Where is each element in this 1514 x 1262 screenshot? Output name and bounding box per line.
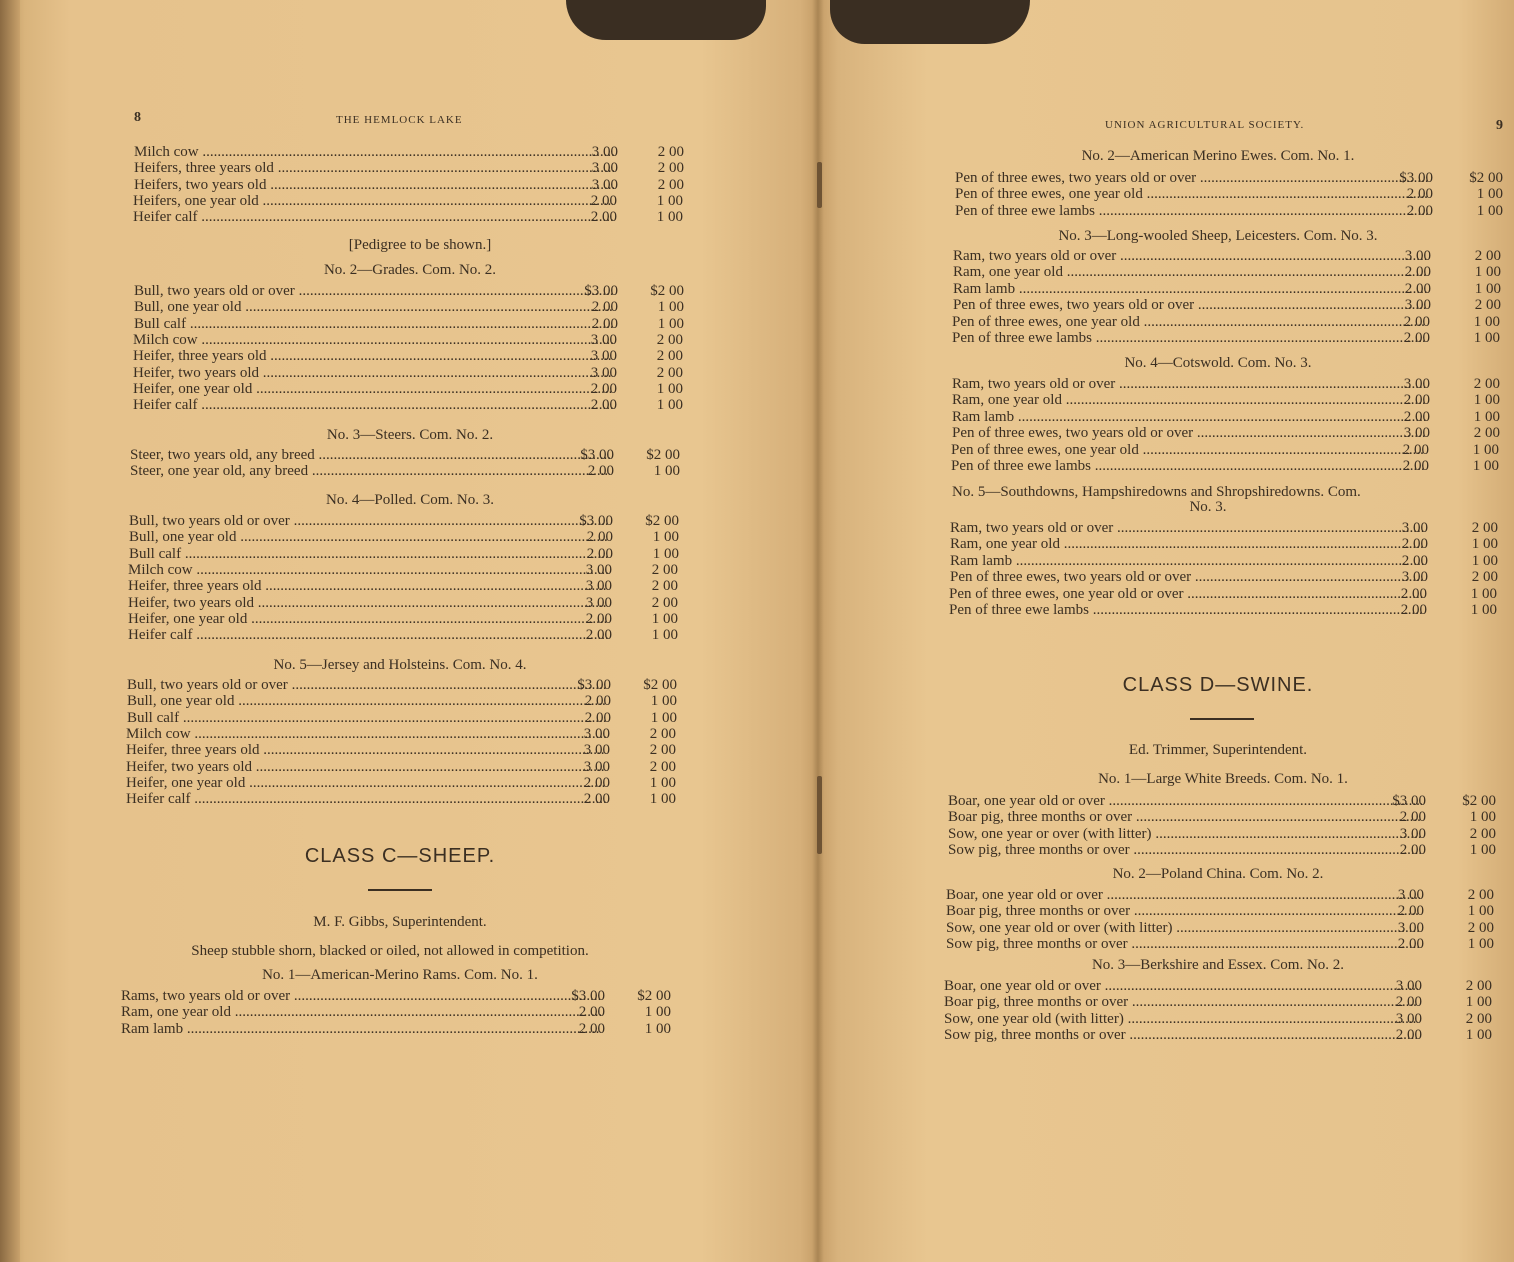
first-premium: 2 00 <box>1402 458 1429 474</box>
second-premium: 1 00 <box>1472 458 1499 474</box>
right-page <box>818 0 1514 1262</box>
table-row <box>129 529 679 545</box>
row-label: Milch cow ..... <box>126 726 606 742</box>
first-premium: 3 00 <box>1403 376 1430 392</box>
first-premium: 3 00 <box>583 758 610 775</box>
first-premium: 3 00 <box>1397 887 1424 903</box>
row-label: Bull, one year old ..... <box>134 299 614 315</box>
table-row <box>953 281 1501 297</box>
first-premium: $3 00 <box>1392 793 1426 809</box>
section-note: [Pedigree to be shown.] <box>348 237 492 253</box>
row-label: Bull, two years old or over ..... <box>134 283 614 299</box>
row-label: Bull, two years old or over ..... <box>129 513 609 529</box>
row-label: Sow, one year old (with litter) ..... <box>944 1011 1418 1027</box>
table-row <box>952 409 1500 425</box>
staple-bottom <box>817 776 822 854</box>
table-row <box>955 186 1503 202</box>
first-premium: 3 00 <box>1401 520 1428 536</box>
superintendent: Ed. Trimmer, Superintendent. <box>1128 742 1308 758</box>
second-premium: 2 00 <box>649 725 676 742</box>
table-row <box>133 193 683 209</box>
table-row <box>133 365 683 381</box>
row-label: Pen of three ewe lambs ..... <box>951 458 1425 474</box>
table-row <box>952 314 1500 330</box>
second-premium: 1 00 <box>656 192 683 209</box>
row-label: Ram lamb ..... <box>952 409 1426 425</box>
table-row <box>952 425 1500 441</box>
table-row <box>944 1011 1492 1027</box>
first-premium: 3 00 <box>590 348 617 365</box>
first-premium: 2 00 <box>1404 264 1431 281</box>
second-premium: 2 00 <box>1471 520 1498 536</box>
section-heading: No. 5—Jersey and Holsteins. Com. No. 4. <box>273 657 527 673</box>
table-row <box>133 332 683 348</box>
section-heading: No. 3—Steers. Com. No. 2. <box>326 427 494 443</box>
second-premium: 1 00 <box>1476 186 1503 203</box>
second-premium: 1 00 <box>644 1020 671 1037</box>
table-row <box>953 248 1501 264</box>
first-premium: 3 00 <box>590 364 617 381</box>
table-row <box>944 1027 1492 1043</box>
table-row <box>950 569 1498 585</box>
row-label: Boar pig, three months or over ..... <box>944 994 1418 1010</box>
second-premium: $2 00 <box>646 447 680 463</box>
second-premium: 2 00 <box>1471 569 1498 586</box>
row-label: Ram, two years old or over ..... <box>952 376 1426 392</box>
first-premium: 3 00 <box>1395 1010 1422 1027</box>
first-premium: 2 00 <box>590 380 617 397</box>
second-premium: 1 00 <box>1473 330 1500 346</box>
table-row <box>128 611 678 627</box>
title-rule <box>1190 718 1254 720</box>
row-label: Heifers, three years old ..... <box>134 160 614 176</box>
second-premium: 1 00 <box>1471 552 1498 569</box>
second-premium: 1 00 <box>1473 408 1500 425</box>
table-row <box>130 463 680 479</box>
row-label: Heifer, two years old ..... <box>126 759 606 775</box>
row-label: Boar pig, three months or over ..... <box>946 903 1420 919</box>
first-premium: 2 00 <box>1403 408 1430 425</box>
table-row <box>134 144 684 160</box>
second-premium: $2 00 <box>643 677 677 693</box>
table-row <box>127 710 677 726</box>
row-label: Pen of three ewes, one year old or over ..... <box>949 586 1423 602</box>
first-premium: 3 00 <box>1403 425 1430 442</box>
second-premium: 1 00 <box>1471 536 1498 553</box>
table-row <box>946 920 1494 936</box>
first-premium: 2 00 <box>1401 536 1428 553</box>
section-heading: No. 1—American-Merino Rams. Com. No. 1. <box>262 967 538 983</box>
table-row <box>128 578 678 594</box>
table-row <box>950 553 1498 569</box>
first-premium: 3 00 <box>1404 297 1431 314</box>
second-premium: 1 00 <box>1476 202 1503 219</box>
first-premium: 3 00 <box>590 331 617 348</box>
table-row <box>946 903 1494 919</box>
row-label: Boar, one year old or over ..... <box>944 978 1418 994</box>
section-heading: No. 2—Grades. Com. No. 2. <box>323 262 497 278</box>
first-premium: 2 00 <box>1399 809 1426 826</box>
second-premium: 2 00 <box>651 561 678 578</box>
second-premium: 2 00 <box>1474 297 1501 314</box>
table-row <box>950 520 1498 536</box>
first-premium: 2 00 <box>1403 313 1430 330</box>
table-row <box>126 726 676 742</box>
second-premium: 2 00 <box>649 758 676 775</box>
row-label: Ram, one year old ..... <box>950 536 1424 552</box>
first-premium: 2 00 <box>1397 903 1424 920</box>
second-premium: $2 00 <box>1469 170 1503 186</box>
second-premium: 1 00 <box>1474 280 1501 297</box>
second-premium: 1 00 <box>1465 994 1492 1011</box>
first-premium: $3 00 <box>577 677 611 693</box>
second-premium: 2 00 <box>657 144 684 160</box>
table-row <box>121 1004 671 1020</box>
first-premium: 3 00 <box>585 594 612 611</box>
second-premium: 1 00 <box>656 380 683 397</box>
second-premium: $2 00 <box>645 513 679 529</box>
second-premium: 1 00 <box>1467 936 1494 953</box>
row-label: Pen of three ewe lambs ..... <box>955 203 1429 219</box>
second-premium: 2 00 <box>1467 887 1494 903</box>
second-premium: 1 00 <box>652 529 679 546</box>
row-label: Boar, one year old or over ..... <box>946 887 1420 903</box>
second-premium: 2 00 <box>656 364 683 381</box>
first-premium: $3 00 <box>571 988 605 1004</box>
first-premium: 2 00 <box>591 315 618 332</box>
table-row <box>133 348 683 364</box>
second-premium: 1 00 <box>1473 313 1500 330</box>
table-row <box>948 793 1496 809</box>
table-row <box>946 887 1494 903</box>
second-premium: 1 00 <box>651 627 678 644</box>
first-premium: 2 00 <box>583 791 610 808</box>
second-premium: $2 00 <box>650 283 684 299</box>
section-heading: No. 5—Southdowns, Hampshiredowns and Shropshiredowns. Com. <box>952 484 1361 500</box>
row-label: Pen of three ewe lambs ..... <box>952 330 1426 346</box>
table-row <box>944 978 1492 994</box>
first-premium: 2 00 <box>587 463 614 480</box>
first-premium: 2 00 <box>584 693 611 710</box>
first-premium: 2 00 <box>1402 441 1429 458</box>
row-label: Boar, one year old or over ..... <box>948 793 1422 809</box>
first-premium: $3 00 <box>579 513 613 529</box>
second-premium: 1 00 <box>649 791 676 808</box>
second-premium: 1 00 <box>650 709 677 726</box>
table-row <box>949 586 1497 602</box>
row-label: Heifer calf ..... <box>133 209 613 225</box>
first-premium: 2 00 <box>578 1020 605 1037</box>
second-premium: 2 00 <box>1465 1010 1492 1027</box>
row-label: Sow, one year or over (with litter) ..... <box>948 826 1422 842</box>
row-label: Ram lamb ..... <box>953 281 1427 297</box>
second-premium: 1 00 <box>650 693 677 710</box>
table-row <box>127 693 677 709</box>
second-premium: $2 00 <box>1462 793 1496 809</box>
second-premium: 1 00 <box>656 397 683 414</box>
torn-edge-left <box>566 0 766 40</box>
second-premium: 2 00 <box>656 331 683 348</box>
table-row <box>128 595 678 611</box>
first-premium: 3 00 <box>585 561 612 578</box>
row-label: Pen of three ewes, two years old or over ..... <box>952 425 1426 441</box>
table-row <box>133 209 683 225</box>
row-label: Ram, two years old or over ..... <box>953 248 1427 264</box>
running-head: THE HEMLOCK LAKE <box>336 114 463 126</box>
second-premium: $2 00 <box>637 988 671 1004</box>
table-row <box>946 936 1494 952</box>
section-heading: No. 1—Large White Breeds. Com. No. 1. <box>1098 771 1348 787</box>
first-premium: 2 00 <box>1400 585 1427 602</box>
row-label: Ram, one year old ..... <box>953 264 1427 280</box>
second-premium: 2 00 <box>1473 376 1500 392</box>
row-label: Sow, one year old or over (with litter) ..... <box>946 920 1420 936</box>
second-premium: 1 00 <box>1465 1027 1492 1044</box>
row-label: Ram lamb ..... <box>121 1021 601 1037</box>
table-row <box>133 397 683 413</box>
table-row <box>134 316 684 332</box>
table-row <box>130 447 680 463</box>
row-label: Heifer, three years old ..... <box>128 578 608 594</box>
first-premium: 2 00 <box>583 774 610 791</box>
running-head: UNION AGRICULTURAL SOCIETY. <box>1105 119 1305 131</box>
table-row <box>955 203 1503 219</box>
first-premium: 3 00 <box>591 144 618 160</box>
row-label: Heifers, one year old ..... <box>133 193 613 209</box>
first-premium: 3 00 <box>583 742 610 759</box>
row-label: Heifer, three years old ..... <box>133 348 613 364</box>
first-premium: 3 00 <box>591 176 618 193</box>
row-label: Heifer, three years old ..... <box>126 742 606 758</box>
first-premium: 2 00 <box>590 397 617 414</box>
second-premium: 1 00 <box>1470 585 1497 602</box>
row-label: Pen of three ewes, two years old or over ..... <box>953 297 1427 313</box>
row-label: Rams, two years old or over ..... <box>121 988 601 1004</box>
first-premium: 3 00 <box>1399 825 1426 842</box>
table-row <box>134 299 684 315</box>
table-row <box>952 376 1500 392</box>
first-premium: 2 00 <box>585 610 612 627</box>
section-heading: No. 3—Berkshire and Essex. Com. No. 2. <box>1091 957 1345 973</box>
row-label: Bull calf ..... <box>127 710 607 726</box>
first-premium: 2 00 <box>1397 936 1424 953</box>
second-premium: 2 00 <box>1465 978 1492 994</box>
second-premium: 1 00 <box>1474 264 1501 281</box>
row-label: Ram, one year old ..... <box>121 1004 601 1020</box>
table-row <box>127 677 677 693</box>
first-premium: 2 00 <box>1395 994 1422 1011</box>
table-row <box>121 988 671 1004</box>
row-label: Ram lamb ..... <box>950 553 1424 569</box>
row-label: Milch cow ..... <box>128 562 608 578</box>
table-row <box>134 283 684 299</box>
section-heading-cont: No. 3. <box>1189 499 1227 515</box>
table-row <box>949 602 1497 618</box>
second-premium: 1 00 <box>1469 809 1496 826</box>
table-row <box>951 442 1499 458</box>
table-row <box>128 627 678 643</box>
row-label: Heifer, one year old ..... <box>133 381 613 397</box>
table-row <box>953 264 1501 280</box>
second-premium: 2 00 <box>649 742 676 759</box>
section-heading: No. 4—Polled. Com. No. 3. <box>326 492 494 508</box>
second-premium: 1 00 <box>649 774 676 791</box>
table-row <box>126 759 676 775</box>
staple-top <box>817 162 822 208</box>
row-label: Milch cow ..... <box>134 144 614 160</box>
first-premium: 2 00 <box>578 1004 605 1021</box>
first-premium: 2 00 <box>1401 552 1428 569</box>
table-row <box>952 392 1500 408</box>
second-premium: 1 00 <box>1472 441 1499 458</box>
table-row <box>948 842 1496 858</box>
first-premium: $3 00 <box>1399 170 1433 186</box>
section-heading: No. 2—American Merino Ewes. Com. No. 1. <box>1081 148 1355 164</box>
table-row <box>121 1021 671 1037</box>
table-row <box>126 742 676 758</box>
table-row <box>948 809 1496 825</box>
second-premium: 2 00 <box>656 348 683 365</box>
first-premium: 3 00 <box>583 725 610 742</box>
table-row <box>126 791 676 807</box>
row-label: Pen of three ewe lambs ..... <box>949 602 1423 618</box>
second-premium: 2 00 <box>657 176 684 193</box>
table-row <box>134 160 684 176</box>
first-premium: 2 00 <box>1403 330 1430 346</box>
class-title: CLASS D—SWINE. <box>1122 674 1314 696</box>
row-label: Bull, one year old ..... <box>129 529 609 545</box>
row-label: Ram, one year old ..... <box>952 392 1426 408</box>
row-label: Bull calf ..... <box>129 546 609 562</box>
second-premium: 2 00 <box>651 578 678 595</box>
row-label: Heifers, two years old ..... <box>134 177 614 193</box>
row-label: Pen of three ewes, two years old or over ..... <box>955 170 1429 186</box>
row-label: Pen of three ewes, two years old or over ..... <box>950 569 1424 585</box>
second-premium: 1 00 <box>656 209 683 226</box>
first-premium: $3 00 <box>580 447 614 463</box>
row-label: Sow pig, three months or over ..... <box>948 842 1422 858</box>
row-label: Bull calf ..... <box>134 316 614 332</box>
section-heading: No. 2—Poland China. Com. No. 2. <box>1112 866 1324 882</box>
table-row <box>129 546 679 562</box>
second-premium: 1 00 <box>1467 903 1494 920</box>
first-premium: 3 00 <box>1395 978 1422 994</box>
first-premium: $3 00 <box>584 283 618 299</box>
second-premium: 2 00 <box>657 160 684 177</box>
first-premium: 2 00 <box>586 529 613 546</box>
first-premium: 2 00 <box>586 545 613 562</box>
table-row <box>951 458 1499 474</box>
first-premium: 2 00 <box>590 209 617 226</box>
section-heading: No. 3—Long-wooled Sheep, Leicesters. Com. No. 3. <box>1058 228 1378 244</box>
second-premium: 2 00 <box>1469 825 1496 842</box>
second-premium: 1 00 <box>657 299 684 316</box>
page-edge <box>0 0 20 1262</box>
second-premium: 1 00 <box>652 545 679 562</box>
first-premium: 3 00 <box>1404 248 1431 264</box>
table-row <box>953 297 1501 313</box>
second-premium: 2 00 <box>1473 425 1500 442</box>
row-label: Pen of three ewes, one year old ..... <box>955 186 1429 202</box>
first-premium: 2 00 <box>585 627 612 644</box>
first-premium: 2 00 <box>591 299 618 316</box>
row-label: Heifer calf ..... <box>126 791 606 807</box>
row-label: Heifer calf ..... <box>128 627 608 643</box>
second-premium: 1 00 <box>1470 602 1497 618</box>
first-premium: 2 00 <box>1406 186 1433 203</box>
row-label: Pen of three ewes, one year old ..... <box>951 442 1425 458</box>
first-premium: 3 00 <box>591 160 618 177</box>
row-label: Pen of three ewes, one year old ..... <box>952 314 1426 330</box>
row-label: Sow pig, three months or over ..... <box>944 1027 1418 1043</box>
first-premium: 2 00 <box>1400 602 1427 618</box>
row-label: Heifer, two years old ..... <box>133 365 613 381</box>
torn-edge-right <box>830 0 1030 44</box>
first-premium: 2 00 <box>584 709 611 726</box>
row-label: Boar pig, three months or over ..... <box>948 809 1422 825</box>
first-premium: 3 00 <box>1401 569 1428 586</box>
table-row <box>129 513 679 529</box>
first-premium: 2 00 <box>1403 392 1430 409</box>
table-row <box>944 994 1492 1010</box>
second-premium: 1 00 <box>657 315 684 332</box>
first-premium: 2 00 <box>1406 202 1433 219</box>
row-label: Heifer, one year old ..... <box>126 775 606 791</box>
second-premium: 1 00 <box>1469 842 1496 859</box>
second-premium: 1 00 <box>644 1004 671 1021</box>
page-number: 9 <box>1496 118 1503 133</box>
row-label: Steer, one year old, any breed ..... <box>130 463 610 479</box>
second-premium: 1 00 <box>651 610 678 627</box>
row-label: Heifer, one year old ..... <box>128 611 608 627</box>
superintendent: M. F. Gibbs, Superintendent. <box>313 914 487 930</box>
row-label: Bull, two years old or over ..... <box>127 677 607 693</box>
title-rule <box>368 889 432 891</box>
table-row <box>952 330 1500 346</box>
row-label: Bull, one year old ..... <box>127 693 607 709</box>
first-premium: 2 00 <box>1399 842 1426 859</box>
first-premium: 2 00 <box>1395 1027 1422 1044</box>
second-premium: 1 00 <box>1473 392 1500 409</box>
table-row <box>128 562 678 578</box>
second-premium: 1 00 <box>653 463 680 480</box>
row-label: Heifer calf ..... <box>133 397 613 413</box>
row-label: Steer, two years old, any breed ..... <box>130 447 610 463</box>
competition-note: Sheep stubble shorn, blacked or oiled, not allowed in competition. <box>191 943 589 959</box>
first-premium: 2 00 <box>590 192 617 209</box>
row-label: Sow pig, three months or over ..... <box>946 936 1420 952</box>
section-heading: No. 4—Cotswold. Com. No. 3. <box>1124 355 1312 371</box>
second-premium: 2 00 <box>1474 248 1501 264</box>
table-row <box>950 536 1498 552</box>
class-title: CLASS C—SHEEP. <box>304 845 496 867</box>
first-premium: 3 00 <box>1397 919 1424 936</box>
table-row <box>955 170 1503 186</box>
table-row <box>126 775 676 791</box>
table-row <box>133 381 683 397</box>
row-label: Ram, two years old or over ..... <box>950 520 1424 536</box>
first-premium: 2 00 <box>1404 280 1431 297</box>
table-row <box>948 826 1496 842</box>
page-number: 8 <box>134 110 141 125</box>
table-row <box>134 177 684 193</box>
row-label: Heifer, two years old ..... <box>128 595 608 611</box>
second-premium: 2 00 <box>651 594 678 611</box>
second-premium: 2 00 <box>1467 919 1494 936</box>
row-label: Milch cow ..... <box>133 332 613 348</box>
first-premium: 3 00 <box>585 578 612 595</box>
